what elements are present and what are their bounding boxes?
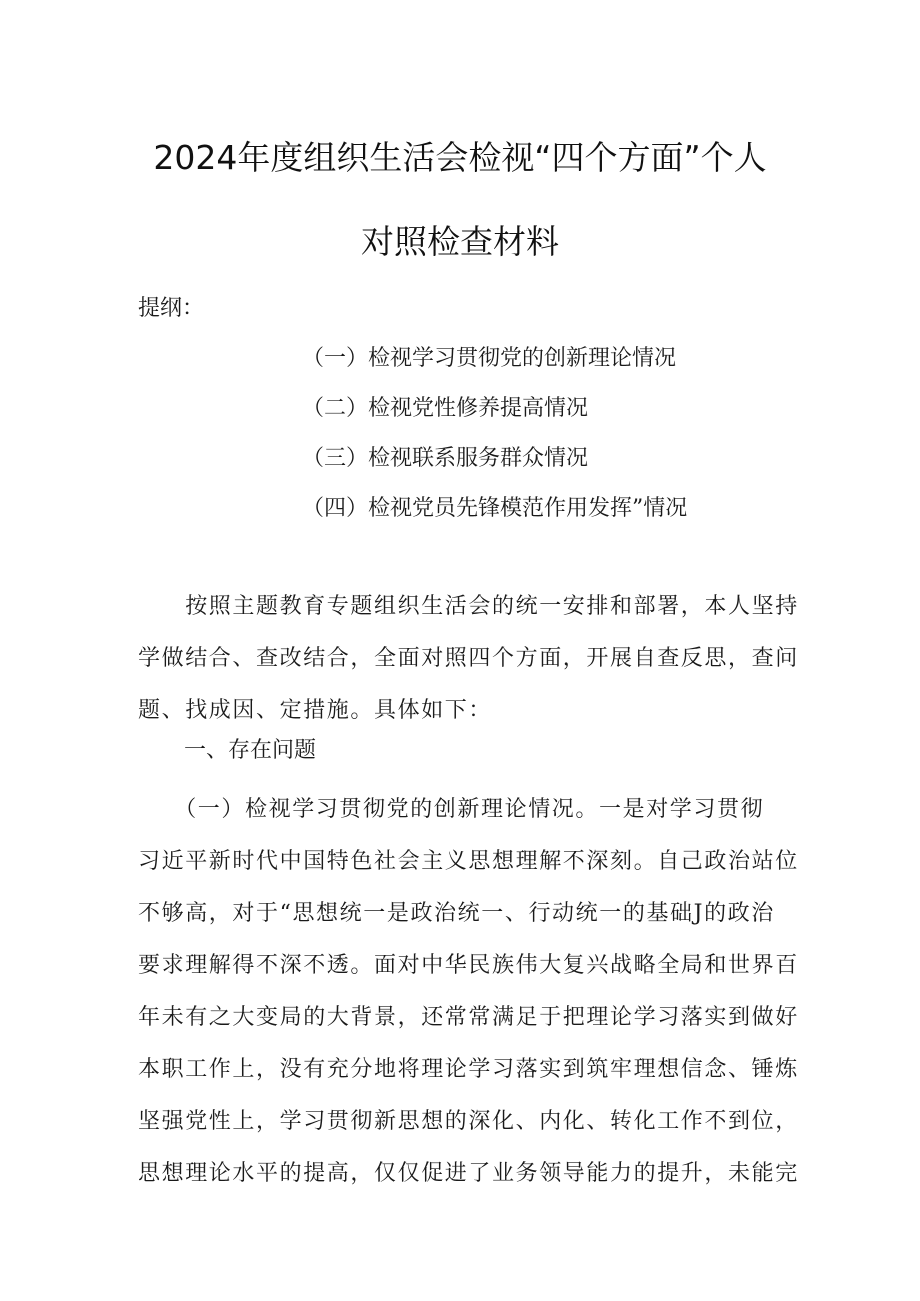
intro-line: 学做结合、查改结合，全面对照四个方面，开展自查反思，查问 [138,646,799,671]
intro-line: 题、找成因、定措施。具体如下： [138,698,493,723]
body-line: 不够高，对于“思想统一是政治统一、行动统一的基础J的政治 [138,901,775,926]
outline-item-1: （一）检视学习贯彻党的创新理论情况 [302,346,677,371]
outline-label: 提纲： [138,296,205,321]
body-line: 习近平新时代中国特色社会主义思想理解不深刻。自己政治站位 [138,849,799,874]
body-paragraph [138,784,798,1200]
body-line: （一）检视学习贯彻党的创新理论情况。一是对学习贯彻 [138,797,765,822]
intro-paragraph [138,581,798,737]
document-title-line-1: 2024年度组织生活会检视“四个方面”个人 [153,138,767,177]
body-line: 坚强党性上，学习贯彻新思想的深化、内化、转化工作不到位， [138,1109,799,1134]
body-line: 思想理论水平的提高，仅仅促进了业务领导能力的提升，未能完 [138,1161,799,1186]
body-line: 本职工作上，没有充分地将理论学习落实到筑牢理想信念、锤炼 [138,1057,799,1082]
outline-item-3: （三）检视联系服务群众情况 [302,446,589,471]
section-heading: 一、存在问题 [184,738,317,763]
document-title-line-2: 对照检查材料 [361,222,559,261]
outline-item-2: （二）检视党性修养提高情况 [302,396,589,421]
body-line: 要求理解得不深不透。面对中华民族伟大复兴战略全局和世界百 [138,953,799,978]
outline-item-4: （四）检视党员先锋模范作用发挥”情况 [302,496,688,521]
intro-line: 按照主题教育专题组织生活会的统一安排和部署，本人坚持 [138,594,799,619]
body-line: 年未有之大变局的大背景，还常常满足于把理论学习落实到做好 [138,1005,799,1030]
